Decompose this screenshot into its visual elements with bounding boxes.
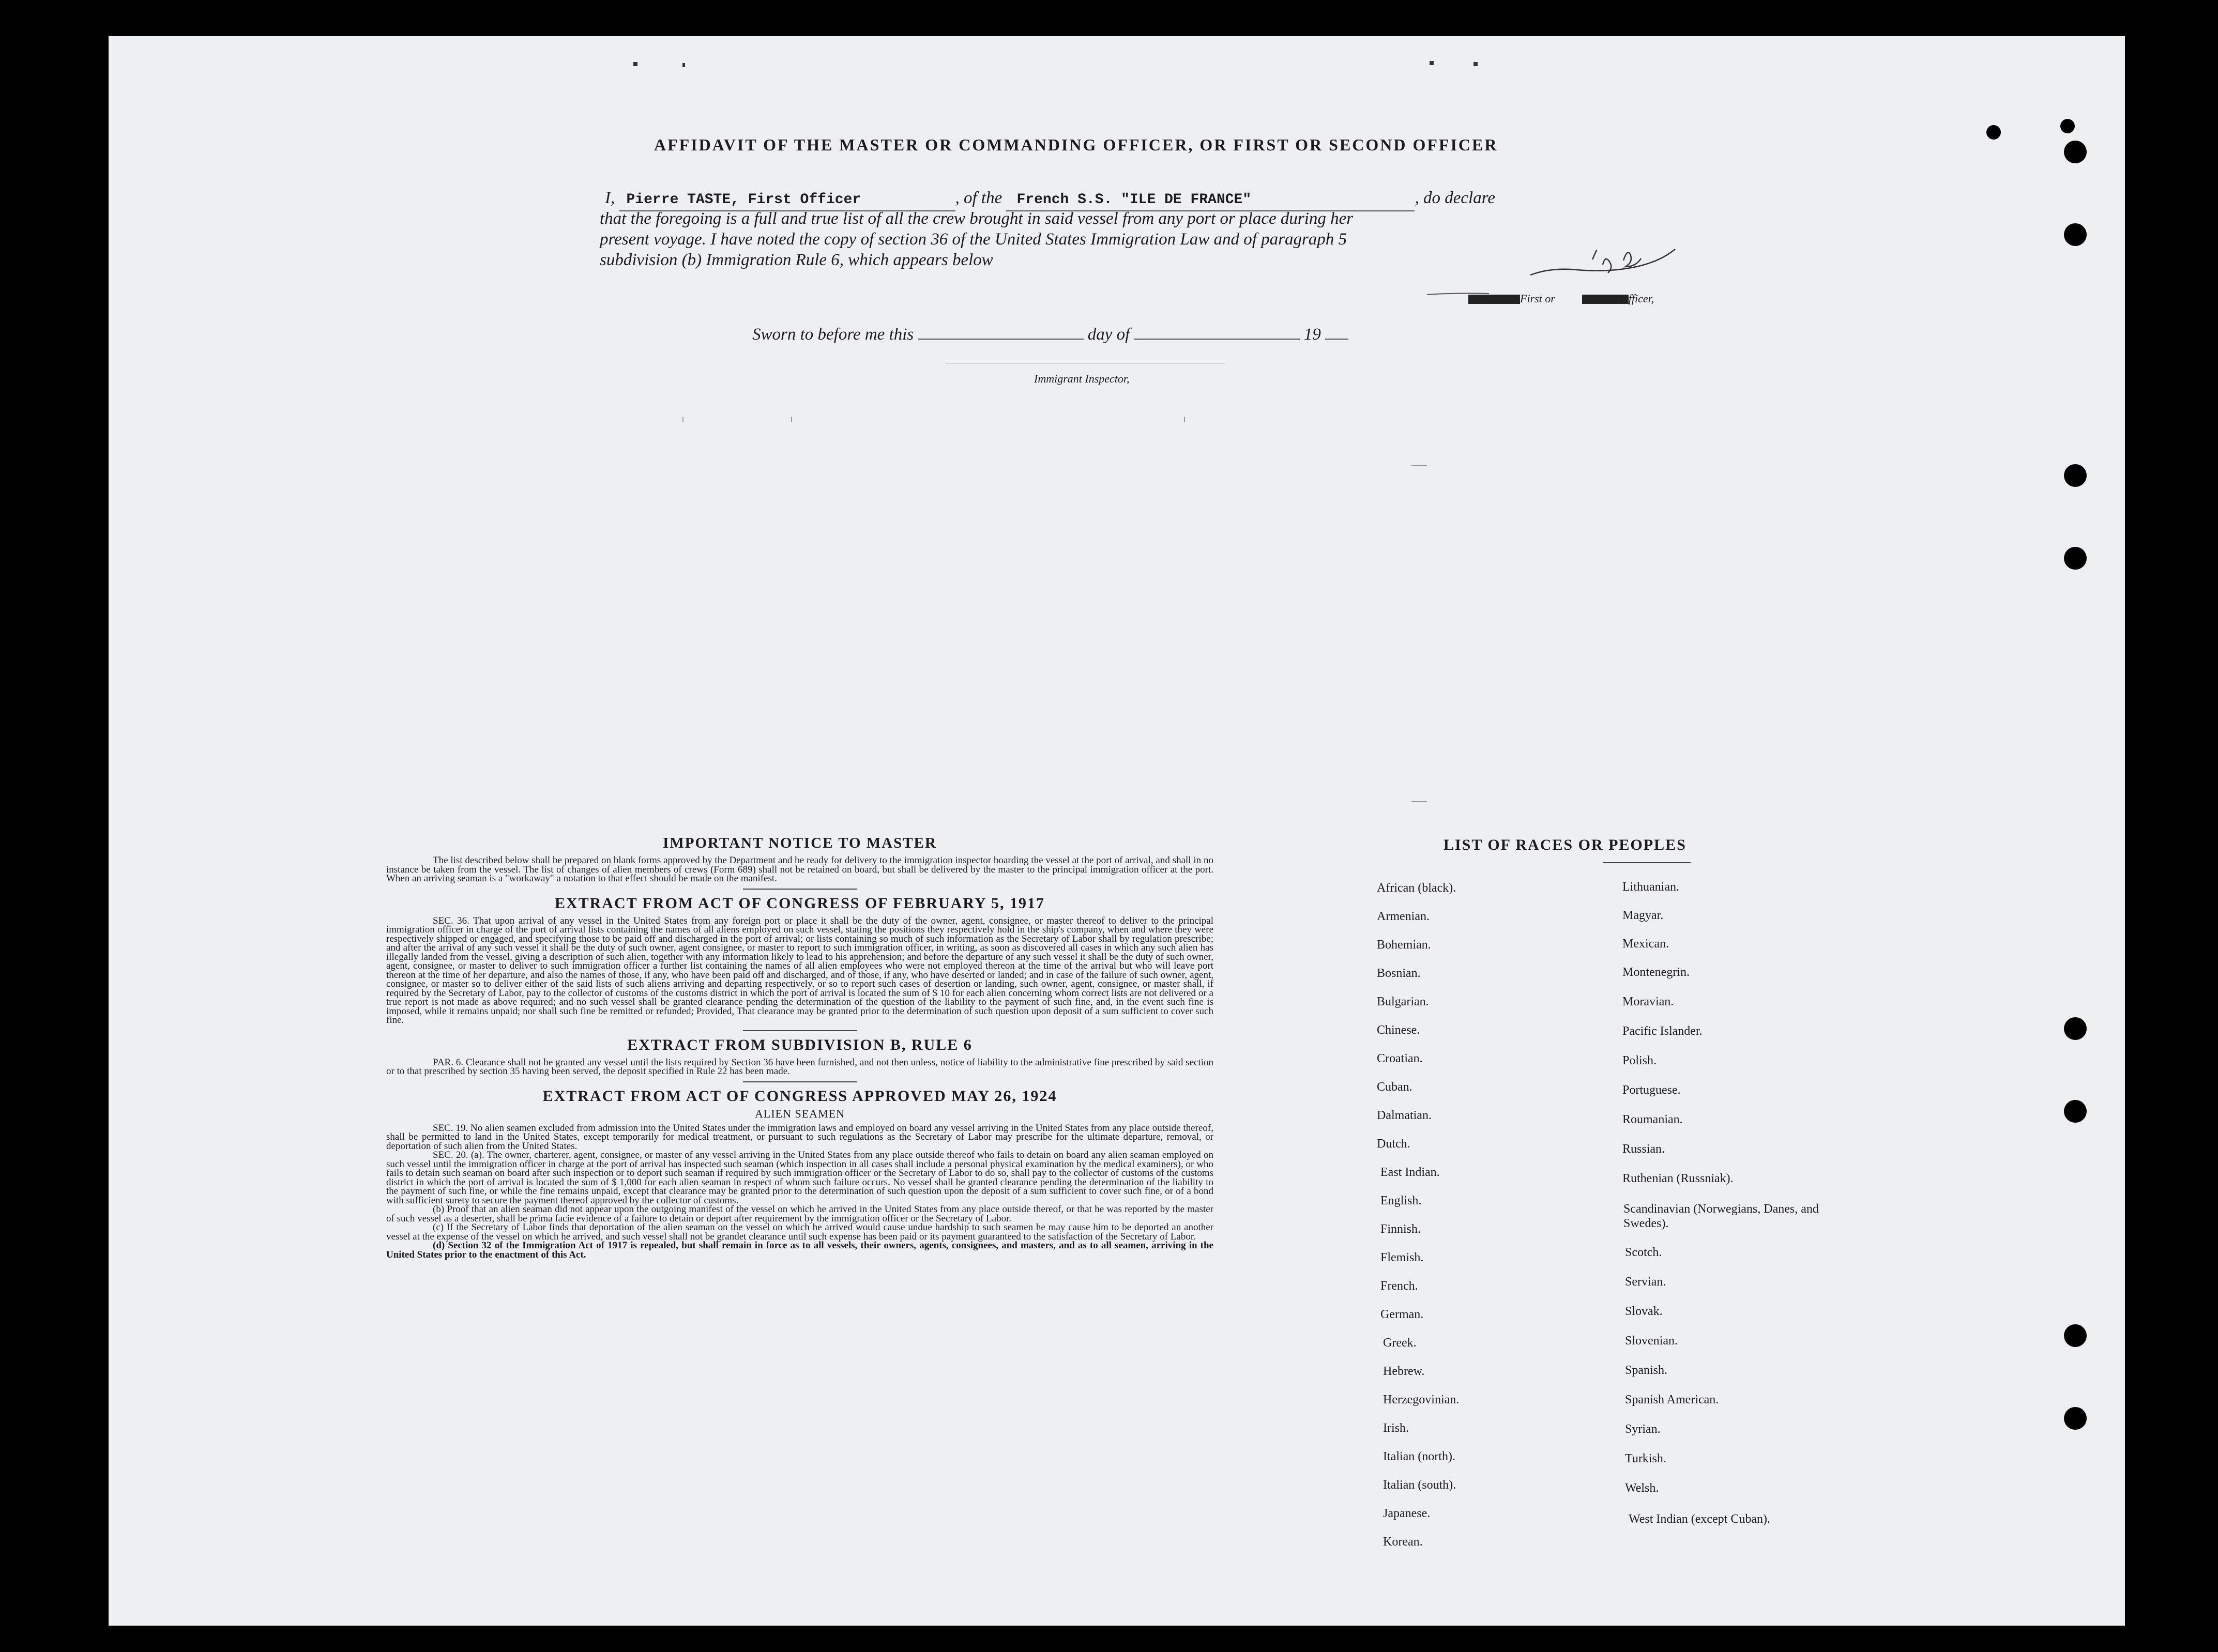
race-item: Syrian. bbox=[1625, 1422, 1661, 1436]
race-item: Hebrew. bbox=[1383, 1365, 1425, 1378]
punch-hole bbox=[2064, 141, 2087, 163]
race-item: Italian (north). bbox=[1383, 1450, 1455, 1463]
punch-hole bbox=[2060, 119, 2075, 133]
race-item: Magyar. bbox=[1622, 909, 1664, 922]
race-item: Polish. bbox=[1622, 1054, 1657, 1067]
race-item: German. bbox=[1380, 1308, 1424, 1321]
sworn-day-field bbox=[918, 339, 1084, 340]
extract-1924-heading: EXTRACT FROM ACT OF CONGRESS APPROVED MAY 26, 1924 bbox=[542, 1087, 1057, 1105]
race-item: Cuban. bbox=[1377, 1080, 1412, 1094]
scan-speck bbox=[1430, 61, 1434, 65]
race-item: Roumanian. bbox=[1622, 1113, 1683, 1126]
race-item: Bohemian. bbox=[1377, 938, 1431, 952]
extract-1917-heading: EXTRACT FROM ACT OF CONGRESS OF FEBRUARY 5, 1917 bbox=[554, 894, 1045, 912]
race-item: Welsh. bbox=[1625, 1481, 1659, 1495]
race-item: Slovenian. bbox=[1625, 1334, 1678, 1348]
extract-1924-sec-19: SEC. 19. No alien seamen excluded from admission into the United States under the immigration laws and employed on board any vessel arriving in the United States from any place outside thereof, shall be permitted to land in the United States, except temporarily for medical treatment, or pursuant to such regulations as the Secretary of Labor may prescribe for the ultimate departure, removal, or deportation of such alien from the United States. bbox=[386, 1122, 1213, 1152]
race-item: Russian. bbox=[1622, 1142, 1665, 1156]
rule-6-text: PAR. 6. Clearance shall not be granted any vessel until the lists required by Section 36 have been furnished, and not then unless, notice of liability to the administrative fine prescribed by said section or to that prescribed by section 35 having been served, the deposit specified in Rule 22 has been made. bbox=[386, 1057, 1213, 1077]
race-item: Lithuanian. bbox=[1622, 880, 1679, 894]
race-item: West Indian (except Cuban). bbox=[1629, 1512, 1770, 1526]
race-item: Italian (south). bbox=[1383, 1478, 1456, 1492]
race-item: Korean. bbox=[1383, 1535, 1423, 1549]
race-item: Ruthenian (Russniak). bbox=[1622, 1172, 1734, 1185]
race-item: Dutch. bbox=[1377, 1137, 1410, 1151]
race-item: Flemish. bbox=[1380, 1251, 1424, 1264]
rule-6-heading: EXTRACT FROM SUBDIVISION B, RULE 6 bbox=[627, 1036, 973, 1053]
declaration-line-3: present voyage. I have noted the copy of section 36 of the United States Immigration Law and of paragraph 5 bbox=[600, 230, 1347, 249]
punch-hole bbox=[2064, 547, 2087, 570]
punch-hole bbox=[2064, 464, 2087, 487]
race-item: Spanish American. bbox=[1625, 1393, 1719, 1406]
sworn-month-field bbox=[1134, 339, 1300, 340]
declaration-do-declare: , do declare bbox=[1415, 189, 1495, 207]
officer-caption-first-or: First or bbox=[1520, 292, 1555, 305]
vessel-name-typed: French S.S. "ILE DE FRANCE" bbox=[1016, 192, 1252, 208]
document-page bbox=[109, 36, 2125, 1626]
race-item: Finnish. bbox=[1380, 1222, 1421, 1236]
race-item: Montenegrin. bbox=[1622, 966, 1690, 979]
punch-hole bbox=[2064, 1407, 2087, 1430]
sworn-year-field bbox=[1325, 339, 1348, 340]
officer-caption-officer: Officer, bbox=[1620, 292, 1654, 305]
declaration-of-the: , of the bbox=[955, 189, 1002, 207]
race-item: Japanese. bbox=[1383, 1507, 1431, 1520]
declaration-line-4: subdivision (b) Immigration Rule 6, which appears below bbox=[600, 251, 993, 269]
notice-heading: IMPORTANT NOTICE TO MASTER bbox=[663, 835, 937, 851]
race-item: East Indian. bbox=[1380, 1166, 1440, 1179]
race-item: Chinese. bbox=[1377, 1023, 1420, 1037]
inspector-caption: Immigrant Inspector, bbox=[1034, 372, 1130, 385]
race-item: Scandinavian (Norwegians, Danes, and Swedes). bbox=[1623, 1202, 1819, 1230]
alien-seamen-subheading: ALIEN SEAMEN bbox=[755, 1107, 845, 1120]
extract-1917-text: SEC. 36. That upon arrival of any vessel in the United States from any foreign port or place it shall be the duty of the owner, agent, consignee, or master thereof to deliver to the principal immigration officer in charge of the port of arrival lists containing the names of all aliens employed on such vessel, stating the positions they respectively hold in the ship's company, when and where they were respectively shipped or engaged, and specifying those to be paid off and discharged in the port of arrival; or lists containing so much of such information as the Secretary of Labor shall by regulation prescribe; and after the arrival of any such vessel it shall be the duty of such owner, agent consignee, or master to report to such immigration officer, in writing, as soon as discovered all cases in which any such alien has illegally landed from the vessel, giving a description of such alien, together with any information likely to lead to his apprehension; and before the departure of any such vessel it shall be the duty of such owner, agent, consignee, or master to deliver to such immigration officer a further list containing the names of all alien employees who were not employed thereon at the time of the arrival but who will leave port thereon at the time of her departure, and also the names of those, if any, who have been paid off and discharged, and of those, if any, who have deserted or landed; and in case of the failure of such owner, agent, consignee, or master so to deliver either of the said lists of such aliens arriving and departing respectively, or so to report such cases of desertion or landing, such owner, agent, consignee, or master shall, if required by the Secretary of Labor, pay to the collector of customs of the customs district in which the port of arrival is located the sum of $ 10 for each alien concerning whom correct lists are not delivered or a true report is not made as above required; and no such vessel shall be granted clearance pending the determination of the question of the liability to the payment of such fine, and, in the event such fine is imposed, while it remains unpaid; nor shall such fine be remitted or refunded; Provided, That clearance may be granted prior to the determination of such question upon deposit of a sum sufficient to cover such fine. bbox=[386, 915, 1213, 1026]
race-item: Moravian. bbox=[1622, 995, 1674, 1008]
race-item: Scotch. bbox=[1625, 1246, 1662, 1259]
race-item: Slovak. bbox=[1625, 1305, 1663, 1318]
race-item: Servian. bbox=[1625, 1275, 1666, 1289]
race-item: French. bbox=[1380, 1279, 1418, 1293]
race-item: Pacific Islander. bbox=[1622, 1024, 1703, 1038]
punch-hole bbox=[1986, 125, 2001, 140]
race-item: Dalmatian. bbox=[1377, 1109, 1432, 1122]
section-divider bbox=[743, 1030, 857, 1031]
faint-tick bbox=[682, 417, 683, 422]
races-heading-rule bbox=[1603, 862, 1691, 863]
section-divider bbox=[743, 1081, 857, 1082]
section-divider bbox=[743, 889, 857, 890]
sworn-label: Sworn to before me this bbox=[752, 325, 914, 344]
sworn-line bbox=[752, 324, 1348, 345]
sworn-day-of: day of bbox=[1087, 325, 1130, 344]
race-item: Irish. bbox=[1383, 1421, 1409, 1435]
punch-hole bbox=[2064, 1324, 2087, 1347]
race-item: Bosnian. bbox=[1377, 967, 1421, 980]
faint-tick bbox=[1184, 417, 1185, 422]
extract-1924-sec-20a: SEC. 20. (a). The owner, charterer, agent, consignee, or master of any vessel arriving in the United States from any place outside thereof who fails to detain on board any alien seaman employed on such vessel until the immigration officer in charge at the port of arrival has inspected such seaman (which inspection in all cases shall include a personal physical examination by the medical examiners), or who fails to detain such seaman on board after such inspection or to deport such seaman if required by such immigration officer or the Secretary of Labor to do so, shall pay to the collector of customs of the customs district in which the port of arrival is located the sum of $ 1,000 for each alien seaman in respect of whom such failure occurs. No vessel shall be granted clearance pending the determination of the liability to the payment of such fine, or while the fine remains unpaid, except that clearance may be granted prior to the determination of such question upon the deposit of a sum sufficient to cover such fine, or of a bond with sufficient surety to secure the payment thereof approved by the collector of customs. bbox=[386, 1150, 1213, 1206]
race-item: Mexican. bbox=[1622, 937, 1669, 951]
notice-text: The list described below shall be prepared on blank forms approved by the Department and be ready for delivery to the immigration inspector boarding the vessel at the port of arrival, and shall in no instance be taken from the vessel. The list of changes of alien members of crews (Form 689) shall not be retained on board, but shall be delivered by the master to the principal immigration officer at the port. When an arriving seaman is a "workaway" a notation to that effect should be made on the manifest. bbox=[386, 855, 1213, 884]
race-item: Herzegovinian. bbox=[1383, 1393, 1460, 1406]
scan-speck bbox=[1473, 62, 1478, 66]
extract-1924-sec-20d: (d) Section 32 of the Immigration Act of 1917 is repealed, but shall remain in force as to all vessels, their owners, agents, consignees, and masters, and as to all seamen, arriving in the United States prior to the enactment of this Act. bbox=[386, 1240, 1213, 1260]
race-item: Croatian. bbox=[1377, 1052, 1423, 1065]
race-item: Greek. bbox=[1383, 1336, 1417, 1350]
race-item: Spanish. bbox=[1625, 1364, 1668, 1377]
punch-hole bbox=[2064, 1100, 2087, 1123]
faint-tick bbox=[791, 417, 792, 422]
race-item: Armenian. bbox=[1377, 910, 1430, 923]
officer-caption bbox=[1520, 292, 1654, 305]
race-item: Turkish. bbox=[1625, 1452, 1666, 1465]
declaration-line-2: that the foregoing is a full and true list of all the crew brought in said vessel from any port or place during her bbox=[600, 209, 1354, 228]
faint-tick bbox=[1411, 801, 1427, 802]
race-item: English. bbox=[1380, 1194, 1422, 1207]
punch-hole bbox=[2064, 223, 2087, 246]
legal-text-column bbox=[386, 835, 1213, 1259]
faint-tick bbox=[1411, 465, 1427, 466]
scan-speck bbox=[633, 62, 637, 66]
races-heading: LIST OF RACES OR PEOPLES bbox=[1444, 836, 1687, 853]
extract-1924-sec-20c: (c) If the Secretary of Labor finds that deportation of the alien seaman on the vessel on which he arrived would cause undue hardship to such seamen he may cause him to be deported an another vessel at the expense of the vessel on which he arrived, and such vessel shall not be grandet clearance until such expense has been paid or its payment guaranteed to the satisfaction of the Secretary of Labor. bbox=[386, 1222, 1213, 1242]
extract-1924-sec-20b: (b) Proof that an alien seaman did not appear upon the outgoing manifest of the vessel on which he arrived in the United States from any place outside thereof, or that he was reported by the master of such vessel as a deserter, shall be prima facie evidence of a failure to detain or deport after requirement by the immigration officer or the Secretary of Labor. bbox=[386, 1204, 1213, 1224]
scan-speck bbox=[682, 63, 685, 67]
punch-hole bbox=[2064, 1017, 2087, 1040]
race-item: Portuguese. bbox=[1622, 1083, 1681, 1097]
race-item: African (black). bbox=[1377, 881, 1456, 895]
sworn-year-prefix: 19 bbox=[1303, 325, 1321, 344]
affidavit-title: AFFIDAVIT OF THE MASTER OR COMMANDING OFFICER, OR FIRST OR SECOND OFFICER bbox=[654, 135, 1498, 154]
declaration-i: I, bbox=[605, 189, 615, 207]
race-item: Bulgarian. bbox=[1377, 995, 1429, 1008]
officer-name-typed: Pierre TASTE, First Officer bbox=[626, 192, 861, 208]
